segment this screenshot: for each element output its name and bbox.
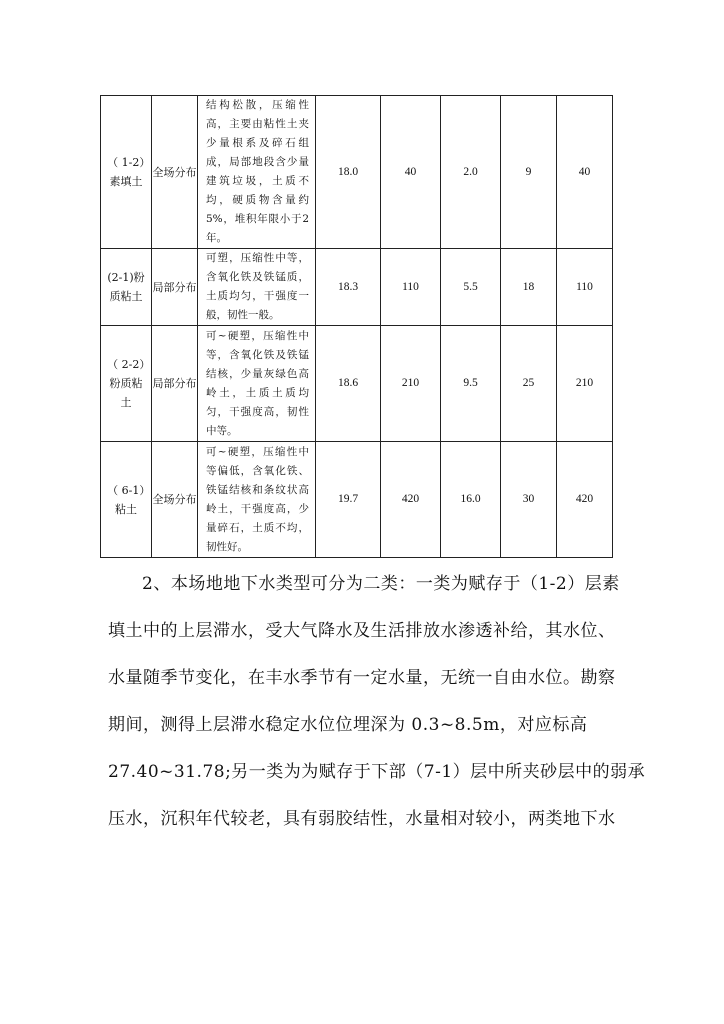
value-4: 18 (501, 249, 557, 326)
paragraph-line: 2、本场地地下水类型可分为二类：一类为赋存于（1-2）层素 (142, 574, 620, 594)
layer-name: （ 2-2）粉质粘土 (101, 326, 152, 442)
value-3: 16.0 (441, 442, 501, 558)
paragraph-line: 期间，测得上层滞水稳定水位位埋深为 0.3~8.5m，对应标高 (108, 715, 588, 735)
description: 可塑，压缩性中等，含氧化铁及铁锰质，土质均匀，干强度一般，韧性一般。 (198, 249, 316, 326)
value-2: 40 (381, 96, 441, 249)
value-4: 25 (501, 326, 557, 442)
layer-name: （ 1-2）素填土 (101, 96, 152, 249)
table-row (101, 442, 613, 558)
soil-properties-table (100, 95, 613, 558)
paragraph-line: 压水，沉积年代较老，具有弱胶结性，水量相对较小，两类地下水 (108, 809, 616, 829)
value-4: 30 (501, 442, 557, 558)
value-5: 110 (557, 249, 613, 326)
layer-name: (2-1)粉质粘土 (101, 249, 152, 326)
groundwater-paragraph (108, 561, 646, 843)
distribution: 局部分布 (152, 326, 198, 442)
value-4: 9 (501, 96, 557, 249)
value-2: 210 (381, 326, 441, 442)
description: 结构松散，压缩性高，主要由粘性土夹少量根系及碎石组成，局部地段含少量建筑垃圾，土质不均，硬质物含量约5%，堆积年限小于2年。 (198, 96, 316, 249)
value-1: 18.0 (316, 96, 381, 249)
distribution: 全场分布 (152, 96, 198, 249)
value-1: 18.6 (316, 326, 381, 442)
description: 可~硬塑，压缩性中等，含氧化铁及铁锰结核，少量灰绿色高岭土，土质土质均匀，干强度高，韧性中等。 (198, 326, 316, 442)
value-5: 420 (557, 442, 613, 558)
value-3: 2.0 (441, 96, 501, 249)
value-3: 9.5 (441, 326, 501, 442)
value-3: 5.5 (441, 249, 501, 326)
value-5: 40 (557, 96, 613, 249)
distribution: 全场分布 (152, 442, 198, 558)
table-row (101, 326, 613, 442)
paragraph-line: 水量随季节变化，在丰水季节有一定水量，无统一自由水位。勘察 (108, 668, 616, 688)
value-5: 210 (557, 326, 613, 442)
distribution: 局部分布 (152, 249, 198, 326)
paragraph-line: 27.40~31.78;另一类为为赋存于下部（7-1）层中所夹砂层中的弱承 (108, 762, 646, 782)
table-row (101, 96, 613, 249)
description: 可~硬塑，压缩性中等偏低，含氧化铁、铁锰结核和条纹状高岭土，干强度高，少量碎石，土质不均，韧性好。 (198, 442, 316, 558)
paragraph-line: 填土中的上层滞水，受大气降水及生活排放水渗透补给，其水位、 (108, 621, 616, 641)
table-row (101, 249, 613, 326)
value-1: 18.3 (316, 249, 381, 326)
layer-name: （ 6-1）粘土 (101, 442, 152, 558)
value-2: 110 (381, 249, 441, 326)
value-1: 19.7 (316, 442, 381, 558)
value-2: 420 (381, 442, 441, 558)
